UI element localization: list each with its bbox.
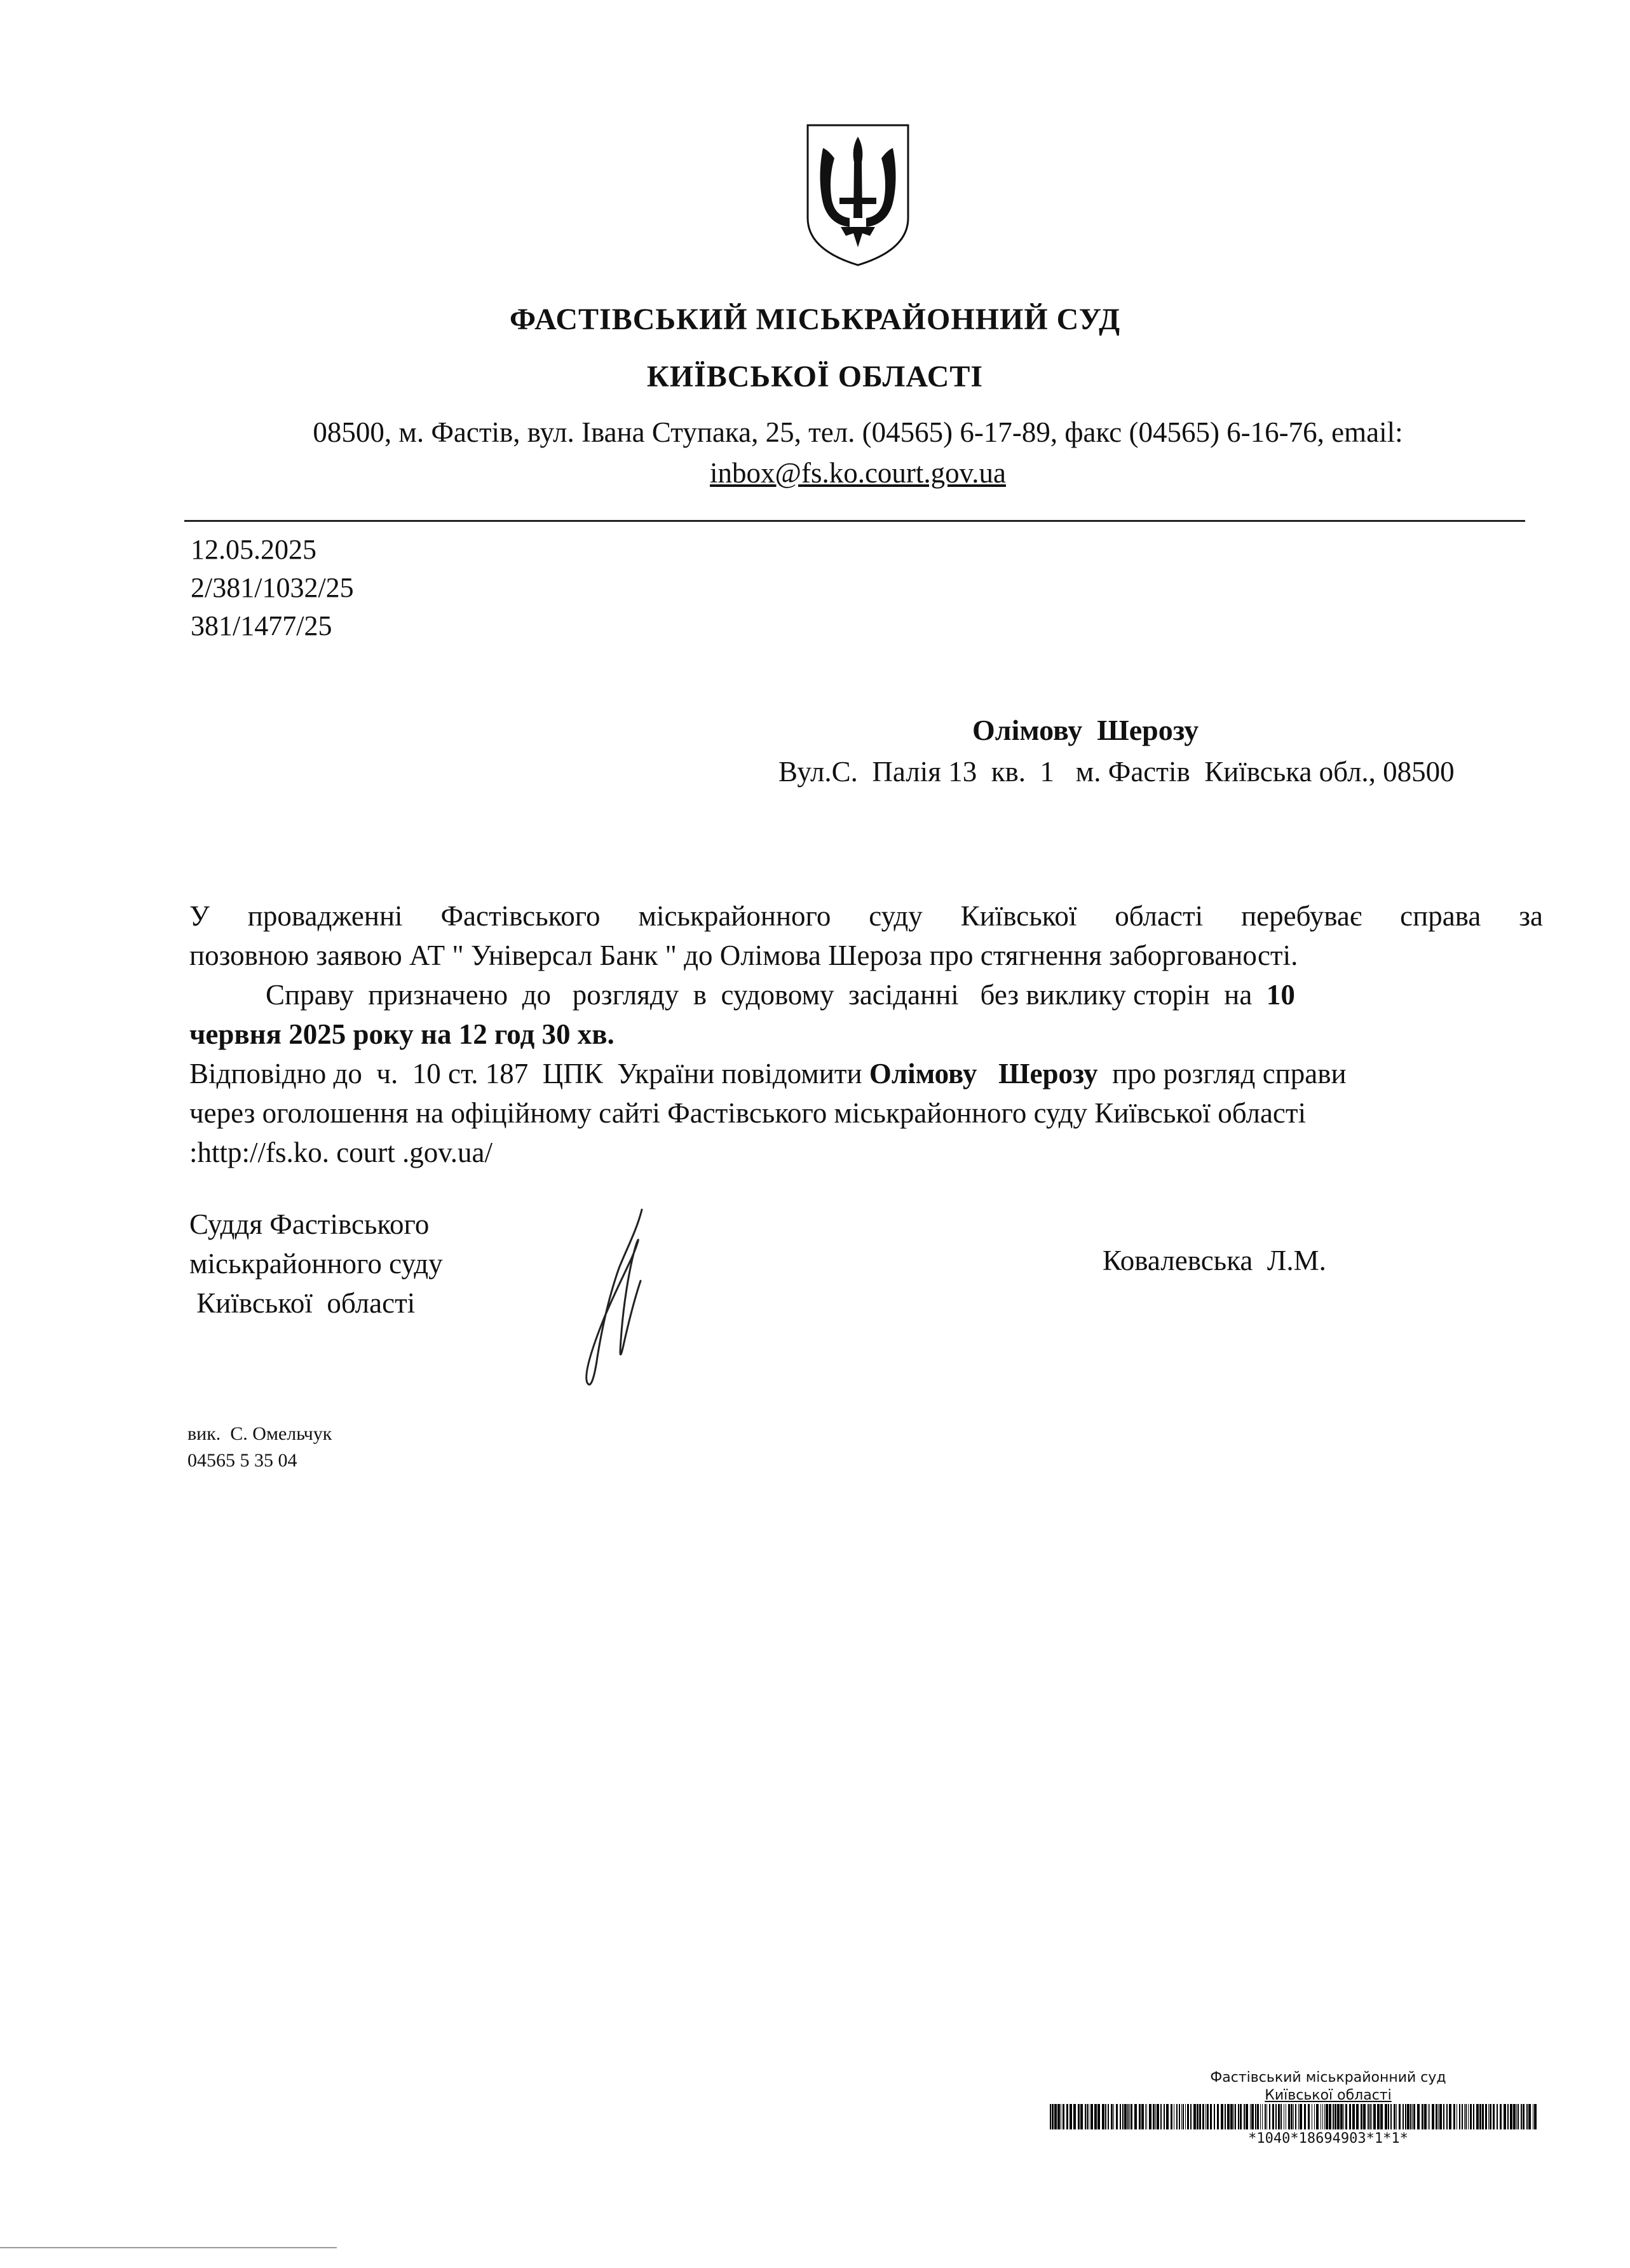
barcode-bar (1402, 2104, 1404, 2129)
barcode-bar (1193, 2104, 1196, 2129)
barcode-bar (1131, 2104, 1132, 2129)
barcode-bar (1356, 2104, 1359, 2129)
registry-stamp-court: Фастівський міськрайонний суд (1210, 2070, 1446, 2086)
barcode-bar (1371, 2104, 1372, 2129)
barcode-bar (1122, 2104, 1124, 2129)
barcode-bar (1405, 2104, 1406, 2129)
barcode-bar (1528, 2104, 1531, 2129)
barcode-bar (1468, 2104, 1469, 2129)
barcode-bar (1333, 2104, 1334, 2129)
barcode-bar (1164, 2104, 1165, 2129)
barcode-bar (1488, 2104, 1489, 2129)
barcode-bar (1314, 2104, 1315, 2129)
barcode-bar (1369, 2104, 1371, 2129)
barcode-bar (1111, 2104, 1113, 2129)
barcode-bar (1465, 2104, 1467, 2129)
barcode-bar (1134, 2104, 1137, 2129)
barcode-bar (1145, 2104, 1146, 2129)
barcode-bar (1185, 2104, 1186, 2129)
barcode-bar (1443, 2104, 1444, 2129)
defendant-name: Олімову Шерозу (869, 1058, 1098, 1090)
barcode-bar (1298, 2104, 1299, 2129)
barcode-bar (1073, 2104, 1076, 2129)
barcode-bar (1363, 2104, 1366, 2129)
barcode-bar (1422, 2104, 1423, 2129)
signer-title-line: Суддя Фастівського (189, 1208, 430, 1240)
barcode-bar (1094, 2104, 1097, 2129)
barcode-bar (1238, 2104, 1239, 2129)
barcode-bar (1470, 2104, 1472, 2129)
barcode-bar (1482, 2104, 1484, 2129)
barcode-bar (1210, 2104, 1212, 2129)
barcode-bar (1412, 2104, 1413, 2129)
barcode-bar (1139, 2104, 1141, 2129)
barcode-bar (1507, 2104, 1509, 2129)
barcode-bar (1063, 2104, 1064, 2129)
barcode-bar (1260, 2104, 1261, 2129)
barcode-bar (1157, 2104, 1159, 2129)
barcode-bar (1269, 2104, 1270, 2129)
barcode-bar (1070, 2104, 1072, 2129)
barcode-bar (1235, 2104, 1236, 2129)
barcode-bar (1361, 2104, 1362, 2129)
barcode-bar (1225, 2104, 1226, 2129)
barcode-bar (1116, 2104, 1118, 2129)
barcode-bar (1233, 2104, 1234, 2129)
barcode-bar (1050, 2104, 1051, 2129)
signer-title (189, 1205, 443, 1323)
court-name: ФАСТІВСЬКИЙ МІСЬКРАЙОННИЙ СУД (509, 303, 1121, 336)
barcode-bar (1214, 2104, 1215, 2129)
barcode-bar (1436, 2104, 1437, 2129)
reference-block (191, 531, 354, 645)
header-divider (184, 520, 1525, 522)
barcode-bar (1187, 2104, 1189, 2129)
barcode-bar (1373, 2104, 1376, 2129)
barcode-bar (1329, 2104, 1331, 2129)
barcode-bar (1429, 2104, 1430, 2129)
barcode-bar (1080, 2104, 1083, 2129)
signer-title-line: Київської області (189, 1287, 416, 1319)
barcode-bar (1244, 2104, 1245, 2129)
barcode-bar (1221, 2104, 1223, 2129)
letter-date: 12.05.2025 (191, 534, 316, 565)
barcode-bar (1413, 2104, 1415, 2129)
barcode-bar (1197, 2104, 1199, 2129)
hearing-text: Справу призначено до розгляду в судовому засіданні без виклику сторін на (266, 979, 1267, 1011)
barcode-bar (1176, 2104, 1178, 2129)
scan-artifact-line (0, 2247, 337, 2248)
barcode-bar (1202, 2104, 1204, 2129)
court-contacts: 08500, м. Фастів, вул. Івана Ступака, 25, тел. (04565) 6-17-89, факс (04565) 6-16-76, email: (313, 416, 1403, 448)
barcode-bar (1518, 2104, 1519, 2129)
barcode-bar (1120, 2104, 1121, 2129)
barcode-bar (1054, 2104, 1057, 2129)
barcode-bar (1417, 2104, 1420, 2129)
court-email-link[interactable]: inbox@fs.ko.court.gov.ua (710, 457, 1006, 489)
barcode-bar (1272, 2104, 1274, 2129)
barcode-bar (1352, 2104, 1355, 2129)
handwritten-signature (566, 1205, 674, 1395)
court-website-link[interactable]: :http://fs.ko. court .gov.ua/ (189, 1137, 493, 1168)
barcode-bar (1438, 2104, 1439, 2129)
barcode-bar (1432, 2104, 1434, 2129)
barcode-bar (1504, 2104, 1506, 2129)
case-number: 381/1477/25 (191, 610, 332, 641)
barcode-bar (1124, 2104, 1127, 2129)
barcode-bar (1066, 2104, 1068, 2129)
outgoing-number: 2/381/1032/25 (191, 572, 354, 603)
recipient-name: Олімову Шерозу (972, 714, 1199, 746)
document-barcode (1050, 2104, 1539, 2129)
barcode-bar (1388, 2104, 1389, 2129)
barcode-bar (1097, 2104, 1100, 2129)
barcode-bar (1085, 2104, 1086, 2129)
body-line: через оголошення на офіційному сайті Фастівського міськрайонного суду Київської області (189, 1097, 1307, 1129)
barcode-bar (1322, 2104, 1323, 2129)
barcode-bar (1250, 2104, 1251, 2129)
barcode-bar (1102, 2104, 1104, 2129)
barcode-bar (1227, 2104, 1230, 2129)
barcode-bar (1199, 2104, 1201, 2129)
barcode-bar (1316, 2104, 1319, 2129)
barcode-bar (1399, 2104, 1401, 2129)
barcode-bar (1428, 2104, 1429, 2129)
barcode-bar (1179, 2104, 1180, 2129)
barcode-bar (1129, 2104, 1130, 2129)
barcode-bar (1113, 2104, 1114, 2129)
barcode-bar (1510, 2104, 1512, 2129)
barcode-bar (1523, 2104, 1525, 2129)
barcode-bar (1446, 2104, 1448, 2129)
barcode-bar (1407, 2104, 1409, 2129)
barcode-bar (1349, 2104, 1351, 2129)
body-line (189, 975, 1543, 1014)
barcode-bar (1324, 2104, 1325, 2129)
barcode-bar (1291, 2104, 1293, 2129)
executor-block (187, 1421, 332, 1474)
barcode-bar (1265, 2104, 1266, 2129)
barcode-bar (1513, 2104, 1516, 2129)
barcode-bar (1343, 2104, 1344, 2129)
barcode-bar (1190, 2104, 1192, 2129)
barcode-bar (1368, 2104, 1369, 2129)
barcode-bar (1476, 2104, 1479, 2129)
barcode-bar (1493, 2104, 1495, 2129)
barcode-bar (1078, 2104, 1080, 2129)
body-line (189, 1014, 1543, 1054)
barcode-bar (1183, 2104, 1184, 2129)
barcode-bar (1160, 2104, 1162, 2129)
barcode-number: *1040*18694903*1*1* (1248, 2131, 1408, 2147)
notice-text: про розгляд справи (1097, 1058, 1347, 1090)
barcode-bar (1262, 2104, 1263, 2129)
barcode-bar (1293, 2104, 1294, 2129)
body-line: позовною заявою АТ " Універсал Банк " до Олімова Шероза про стягнення заборгованості. (189, 939, 1298, 971)
barcode-bar (1337, 2104, 1340, 2129)
barcode-bar (1105, 2104, 1106, 2129)
barcode-bar (1280, 2104, 1282, 2129)
barcode-bar (1424, 2104, 1427, 2129)
barcode-bar (1459, 2104, 1460, 2129)
barcode-bar (1090, 2104, 1093, 2129)
body-line: У провадженні Фастівського міськрайонного суду Київської області перебуває справа за (189, 900, 1543, 932)
hearing-day: 10 (1266, 979, 1295, 1011)
barcode-bar (1304, 2104, 1306, 2129)
barcode-bar (1257, 2104, 1259, 2129)
barcode-bar (1240, 2104, 1242, 2129)
barcode-bar (1141, 2104, 1144, 2129)
barcode-bar (1396, 2104, 1397, 2129)
barcode-bar (1230, 2104, 1233, 2129)
barcode-bar (1335, 2104, 1336, 2129)
barcode-bar (1146, 2104, 1147, 2129)
barcode-bar (1166, 2104, 1169, 2129)
signer-title-line: міськрайонного суду (189, 1248, 443, 1280)
barcode-bar (1295, 2104, 1296, 2129)
barcode-bar (1246, 2104, 1248, 2129)
barcode-bar (1462, 2104, 1463, 2129)
barcode-bar (1275, 2104, 1277, 2129)
registry-stamp-region: Київської області (1265, 2087, 1392, 2103)
barcode-bar (1485, 2104, 1487, 2129)
barcode-bar (1390, 2104, 1392, 2129)
barcode-bar (1534, 2104, 1537, 2129)
barcode-bar (1479, 2104, 1481, 2129)
barcode-bar (1439, 2104, 1442, 2129)
barcode-bar (1464, 2104, 1465, 2129)
barcode-bar (1497, 2104, 1498, 2129)
barcode-bar (1149, 2104, 1151, 2129)
barcode-bar (1278, 2104, 1280, 2129)
barcode-bar (1251, 2104, 1254, 2129)
barcode-bar (1300, 2104, 1302, 2129)
barcode-bar (1288, 2104, 1290, 2129)
barcode-bar (1449, 2104, 1451, 2129)
barcode-bar (1308, 2104, 1310, 2129)
barcode-bar (1394, 2104, 1396, 2129)
barcode-bar (1153, 2104, 1155, 2129)
notice-text: Відповідно до ч. 10 ст. 187 ЦПК України повідомити (189, 1058, 869, 1090)
barcode-bar (1326, 2104, 1328, 2129)
barcode-bar (1490, 2104, 1491, 2129)
barcode-bar (1155, 2104, 1156, 2129)
executor-phone: 04565 5 35 04 (187, 1450, 297, 1471)
executor-name: вик. С. Омельчук (187, 1423, 332, 1444)
barcode-bar (1516, 2104, 1517, 2129)
judge-name: Ковалевська Л.М. (1103, 1245, 1326, 1276)
barcode-bar (1087, 2104, 1088, 2129)
trident-emblem-icon (804, 123, 912, 268)
barcode-bar (1207, 2104, 1209, 2129)
body-line (189, 1054, 1543, 1093)
barcode-bar (1473, 2104, 1474, 2129)
court-region: КИЇВСЬКОЇ ОБЛАСТІ (646, 360, 984, 393)
hearing-datetime: червня 2025 року на 12 год 30 хв. (189, 1018, 615, 1050)
barcode-bar (1255, 2104, 1256, 2129)
barcode-bar (1377, 2104, 1380, 2129)
barcode-bar (1521, 2104, 1522, 2129)
barcode-bar (1410, 2104, 1411, 2129)
recipient-address: Вул.С. Палія 13 кв. 1 м. Фастів Київська обл., 08500 (778, 756, 1455, 788)
barcode-bar (1340, 2104, 1343, 2129)
barcode-bar (1057, 2104, 1060, 2129)
barcode-bar (1127, 2104, 1129, 2129)
barcode-bar (1500, 2104, 1502, 2129)
letter-body (189, 896, 1543, 1172)
barcode-bar (1453, 2104, 1455, 2129)
barcode-bar (1181, 2104, 1182, 2129)
barcode-bar (1345, 2104, 1347, 2129)
barcode-bar (1108, 2104, 1109, 2129)
barcode-bar (1385, 2104, 1387, 2129)
barcode-bar (1171, 2104, 1172, 2129)
barcode-bar (1217, 2104, 1219, 2129)
barcode-bar (1052, 2104, 1054, 2129)
barcode-bar (1526, 2104, 1528, 2129)
barcode-bar (1380, 2104, 1383, 2129)
